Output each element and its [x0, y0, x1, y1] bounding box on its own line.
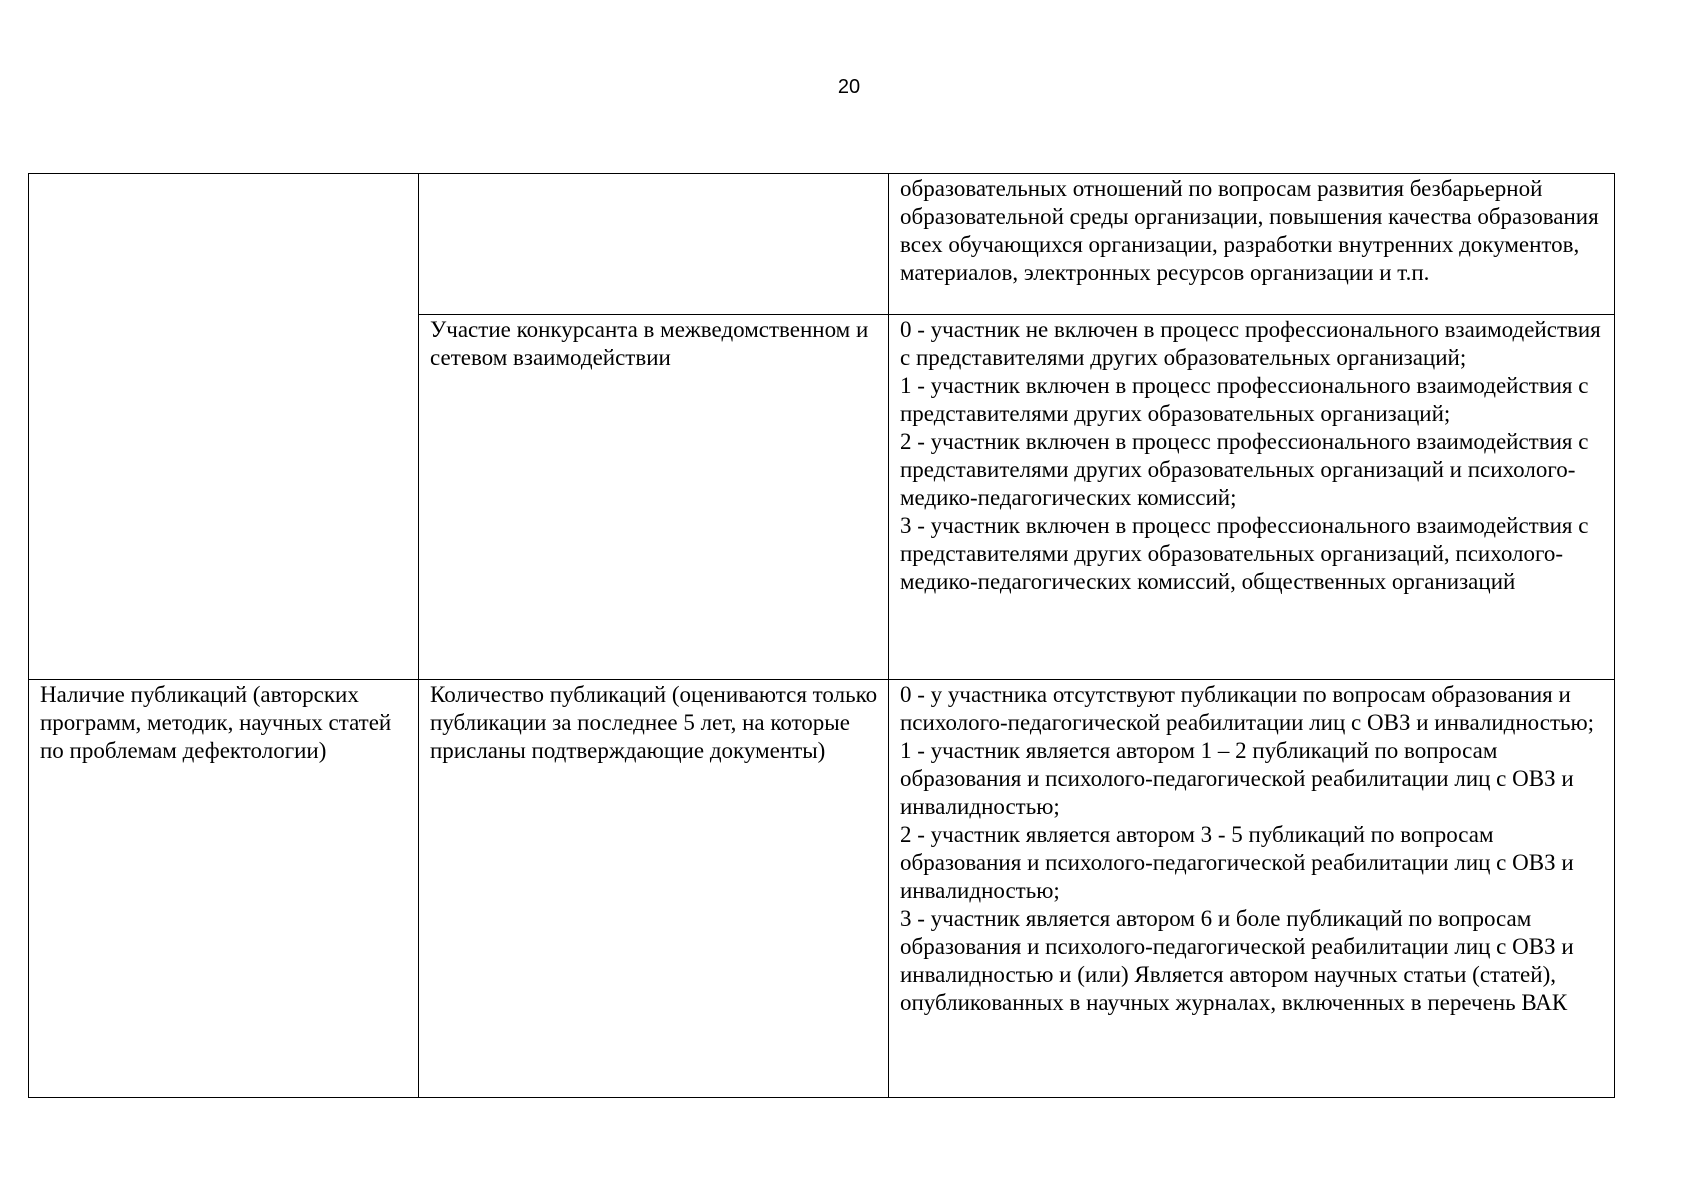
- scale-cell: 0 - у участника отсутствуют публикации по вопросам образования и психолого-педагогической реабилитации лиц с ОВЗ и инвалидностью; 1 - участник является автором 1 – 2 публикаций по вопросам образования и психолого-педагогической реабилитации лиц с ОВЗ и инвалидностью; 2 - участник является автором 3 - 5 публикаций по вопросам образования и психолого-педагогической реабилитации лиц с ОВЗ и инвалидностью; 3 - участник является автором 6 и боле публикаций по вопросам образования и психолого-педагогической реабилитации лиц с ОВЗ и инвалидностью и (или) Является автором научных статьи (статей), опубликованных в научных журналах, включенных в перечень ВАК: [889, 680, 1615, 1098]
- indicator-cell: Количество публикаций (оцениваются только публикации за последнее 5 лет, на которые присланы подтверждающие документы): [419, 680, 889, 1098]
- criterion-cell: Наличие публикаций (авторских программ, методик, научных статей по проблемам дефектологии): [29, 680, 419, 1098]
- indicator-cell: Участие конкурсанта в межведомственном и сетевом взаимодействии: [419, 315, 889, 680]
- criterion-cell: [29, 174, 419, 680]
- indicator-cell: [419, 174, 889, 315]
- scale-cell: 0 - участник не включен в процесс профессионального взаимодействия с представителями других образовательных организаций; 1 - участник включен в процесс профессионального взаимодействия с представителями других образовательных организаций; 2 - участник включен в процесс профессионального взаимодействия с представителями других образовательных организаций и психолого-медико-педагогических комиссий; 3 - участник включен в процесс профессионального взаимодействия с представителями других образовательных организаций, психолого-медико-педагогических комиссий, общественных организаций: [889, 315, 1615, 680]
- table-row: [29, 174, 1615, 315]
- criteria-table: [28, 173, 1615, 1098]
- table-row: [29, 680, 1615, 1098]
- page-number: 20: [837, 76, 861, 98]
- scale-cell: образовательных отношений по вопросам развития безбарьерной образовательной среды организации, повышения качества образования всех обучающихся организации, разработки внутренних документов, материалов, электронных ресурсов организации и т.п.: [889, 174, 1615, 315]
